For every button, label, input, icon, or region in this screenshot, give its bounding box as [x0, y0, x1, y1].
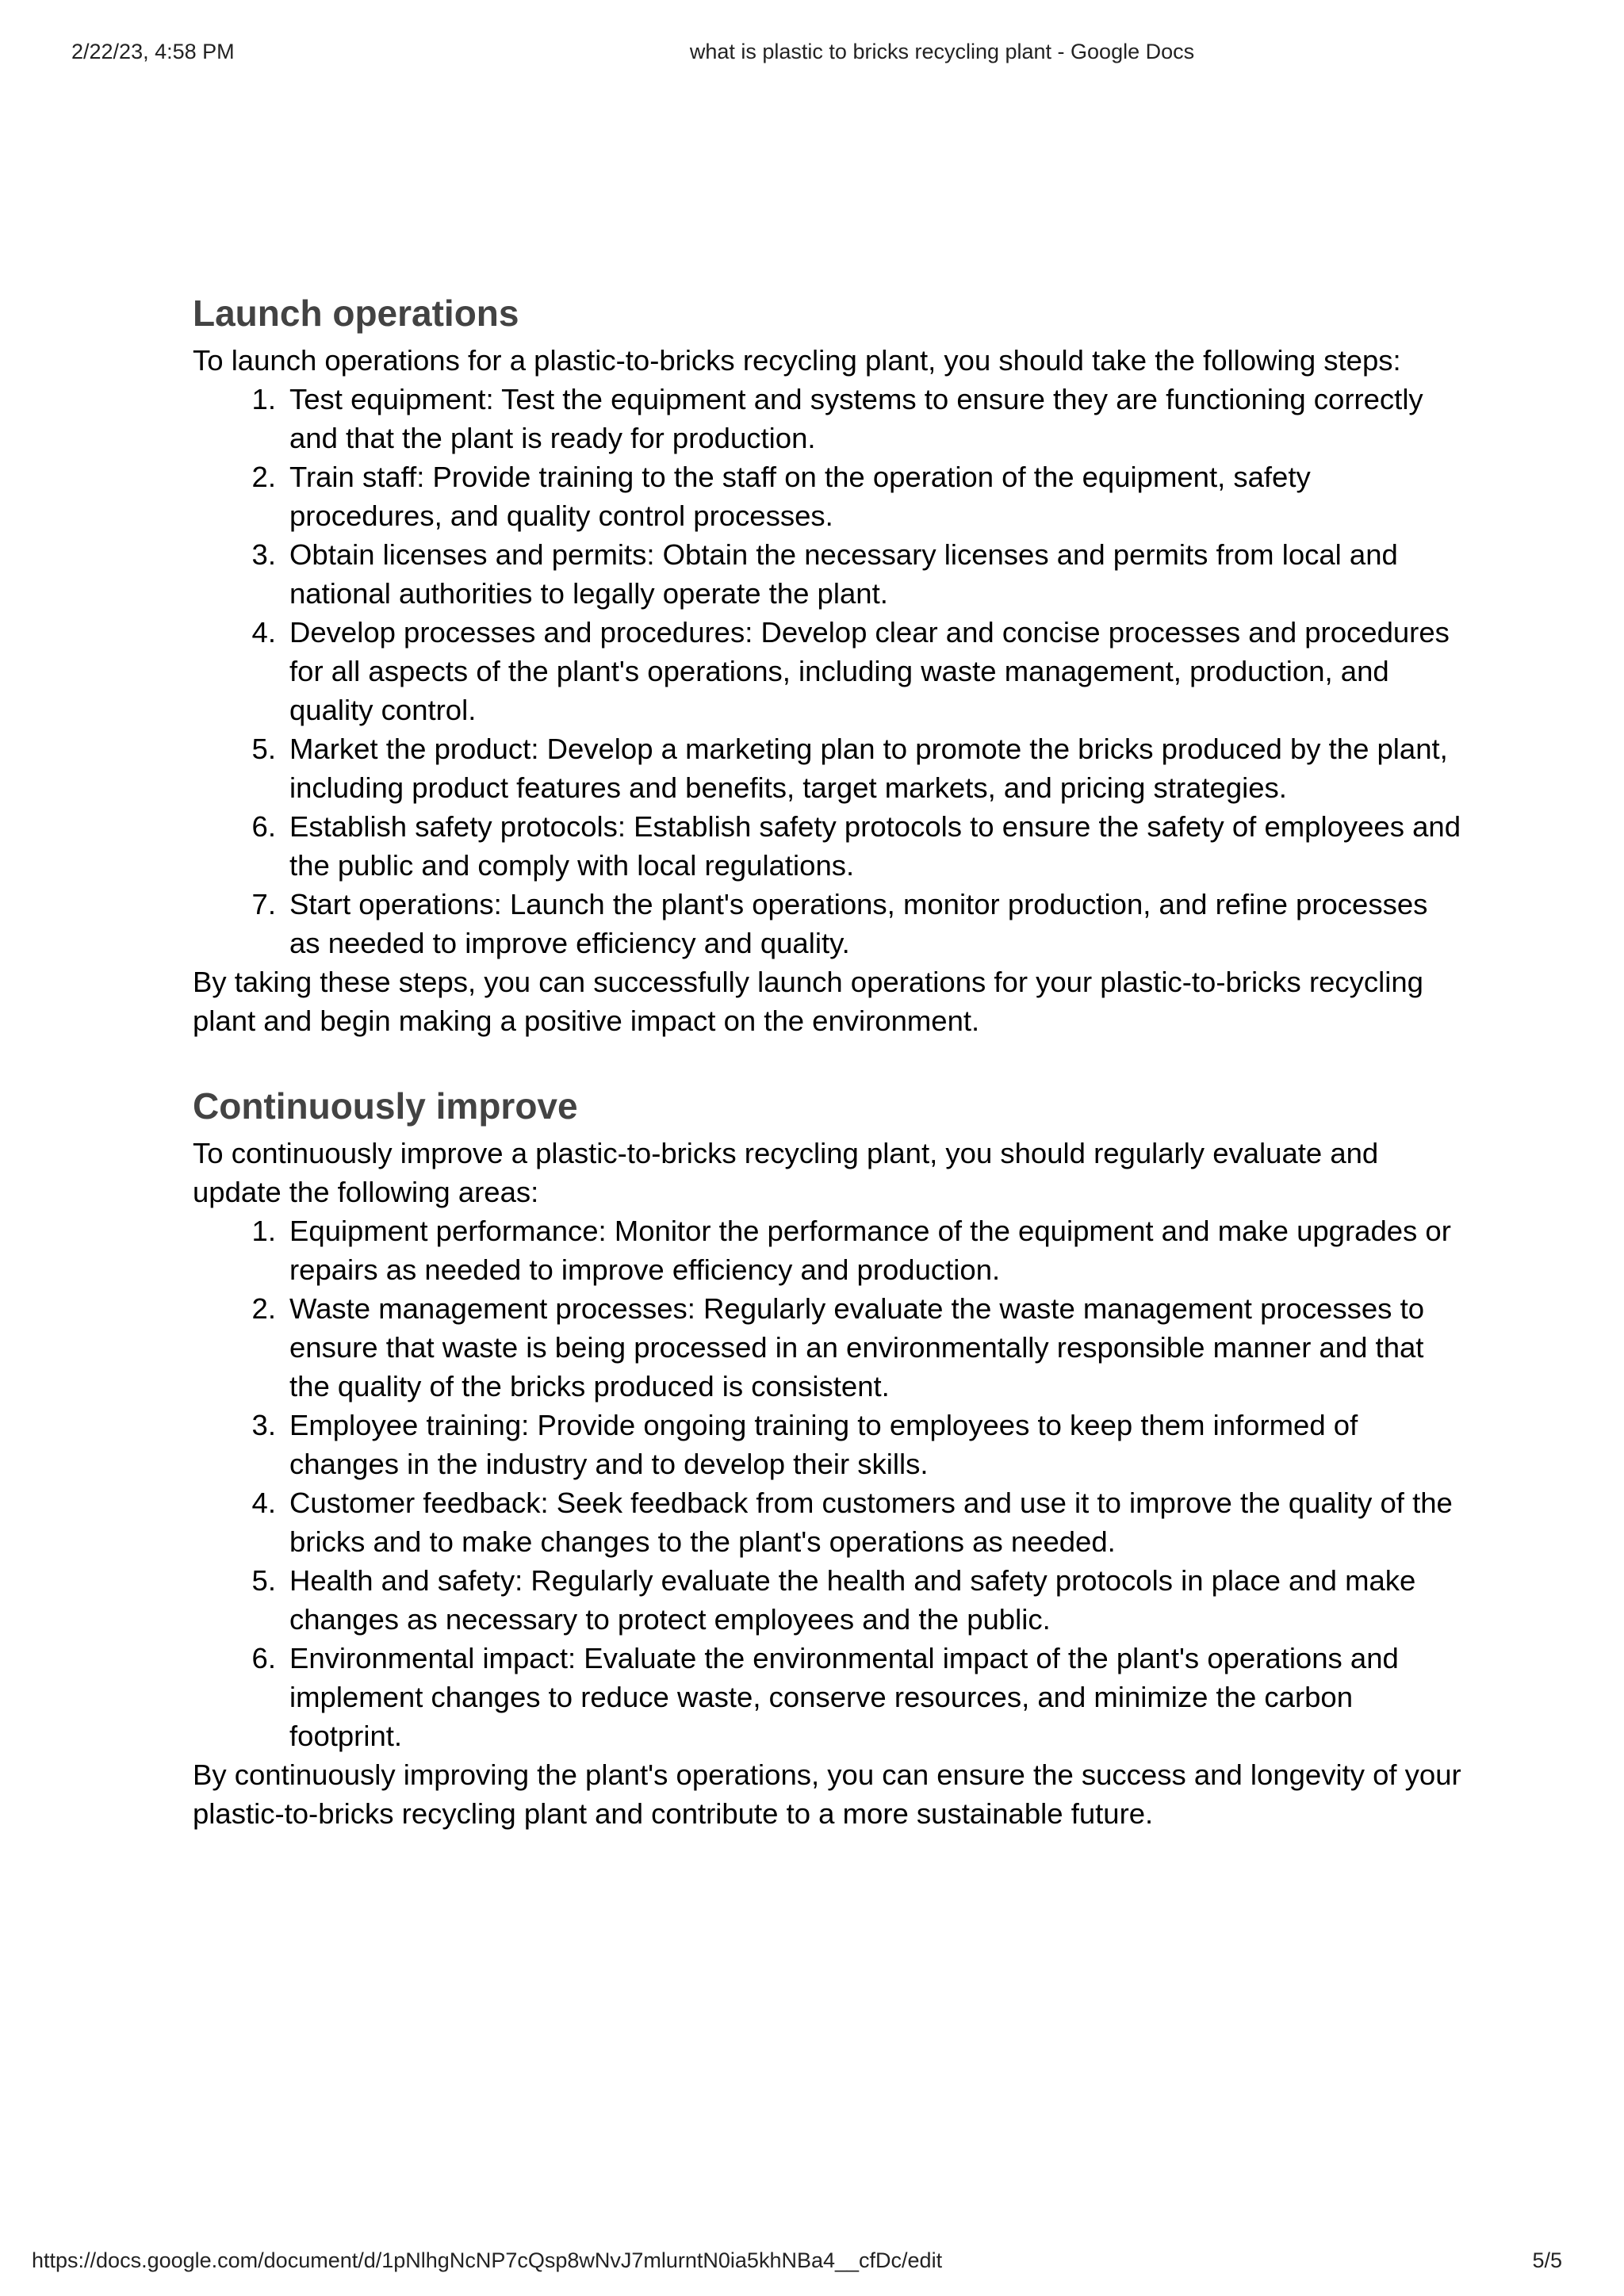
list-item-text: Environmental impact: Evaluate the environmental impact of the plant's operations and implement changes to reduce waste, conserve resources, and minimize the carbon footprint. [289, 1642, 1399, 1752]
list-number: 2. [251, 1292, 276, 1325]
section-outro: By taking these steps, you can successfully launch operations for your plastic-to-bricks recycling plant and begin making a positive impact on the environment. [193, 966, 1423, 1037]
list-number: 7. [251, 888, 276, 920]
section-intro: To continuously improve a plastic-to-bricks recycling plant, you should regularly evaluate and update the following areas: [193, 1137, 1379, 1208]
list-item [193, 380, 1461, 457]
list-item [193, 1289, 1461, 1406]
list-item [193, 885, 1461, 962]
print-datetime: 2/22/23, 4:58 PM [71, 40, 235, 63]
print-footer [0, 2248, 1624, 2277]
list-number: 3. [251, 538, 276, 571]
list-number: 4. [251, 1487, 276, 1519]
list-item [193, 807, 1461, 885]
section-heading: Launch operations [193, 293, 519, 334]
page-number: 5/5 [1532, 2248, 1562, 2272]
list-item [193, 613, 1461, 729]
list-item-text: Obtain licenses and permits: Obtain the necessary licenses and permits from local and national authorities to legally operate the plant. [289, 538, 1398, 610]
section-outro: By continuously improving the plant's operations, you can ensure the success and longevity of your plastic-to-bricks recycling plant and contribute to a more sustainable future. [193, 1758, 1461, 1830]
list-item-text: Customer feedback: Seek feedback from customers and use it to improve the quality of the bricks and to make changes to the plant's operations as needed. [289, 1487, 1453, 1558]
section-continuously-improve [193, 1078, 1461, 1833]
list-number: 3. [251, 1409, 276, 1441]
numbered-list [193, 1211, 1461, 1755]
section-intro: To launch operations for a plastic-to-bricks recycling plant, you should take the following steps: [193, 344, 1401, 377]
list-number: 6. [251, 810, 276, 843]
document-url: https://docs.google.com/document/d/1pNlhgNcNP7cQsp8wNvJ7mlurntN0ia5khNBa4__cfDc/edit [32, 2248, 943, 2272]
list-number: 5. [251, 1564, 276, 1597]
list-item-text: Employee training: Provide ongoing training to employees to keep them informed of changes in the industry and to develop their skills. [289, 1409, 1358, 1480]
list-item [193, 457, 1461, 535]
list-item-text: Establish safety protocols: Establish safety protocols to ensure the safety of employees and the public and comply with local regulations. [289, 810, 1461, 882]
list-number: 4. [251, 616, 276, 649]
list-item [193, 1639, 1461, 1755]
print-header [0, 40, 1624, 68]
document-body [193, 285, 1461, 1833]
section-spacer [193, 1040, 1461, 1078]
list-item-text: Train staff: Provide training to the staff on the operation of the equipment, safety procedures, and quality control processes. [289, 461, 1311, 532]
list-item-text: Waste management processes: Regularly evaluate the waste management processes to ensure that waste is being processed in an environmentally responsible manner and that the quality of the bricks produced is consistent. [289, 1292, 1425, 1402]
list-number: 6. [251, 1642, 276, 1674]
list-number: 5. [251, 733, 276, 765]
list-number: 1. [251, 1215, 276, 1247]
list-item-text: Develop processes and procedures: Develop clear and concise processes and procedures for all aspects of the plant's operations, including waste management, production, and quality control. [289, 616, 1450, 726]
list-item-text: Equipment performance: Monitor the performance of the equipment and make upgrades or repairs as needed to improve efficiency and production. [289, 1215, 1451, 1286]
list-item-text: Market the product: Develop a marketing plan to promote the bricks produced by the plant, including product features and benefits, target markets, and pricing strategies. [289, 733, 1448, 804]
list-item-text: Health and safety: Regularly evaluate the health and safety protocols in place and make changes as necessary to protect employees and the public. [289, 1564, 1416, 1636]
list-item [193, 535, 1461, 613]
list-number: 2. [251, 461, 276, 493]
list-item-text: Test equipment: Test the equipment and systems to ensure they are functioning correctly and that the plant is ready for production. [289, 383, 1423, 454]
list-item [193, 1561, 1461, 1639]
list-item [193, 1483, 1461, 1561]
list-item [193, 1406, 1461, 1483]
section-heading: Continuously improve [193, 1085, 578, 1127]
print-document-title: what is plastic to bricks recycling plant - Google Docs [689, 40, 1195, 63]
list-item-text: Start operations: Launch the plant's operations, monitor production, and refine processes as needed to improve efficiency and quality. [289, 888, 1428, 959]
list-item [193, 729, 1461, 807]
numbered-list [193, 380, 1461, 962]
list-number: 1. [251, 383, 276, 415]
section-launch-operations [193, 285, 1461, 1040]
list-item [193, 1211, 1461, 1289]
